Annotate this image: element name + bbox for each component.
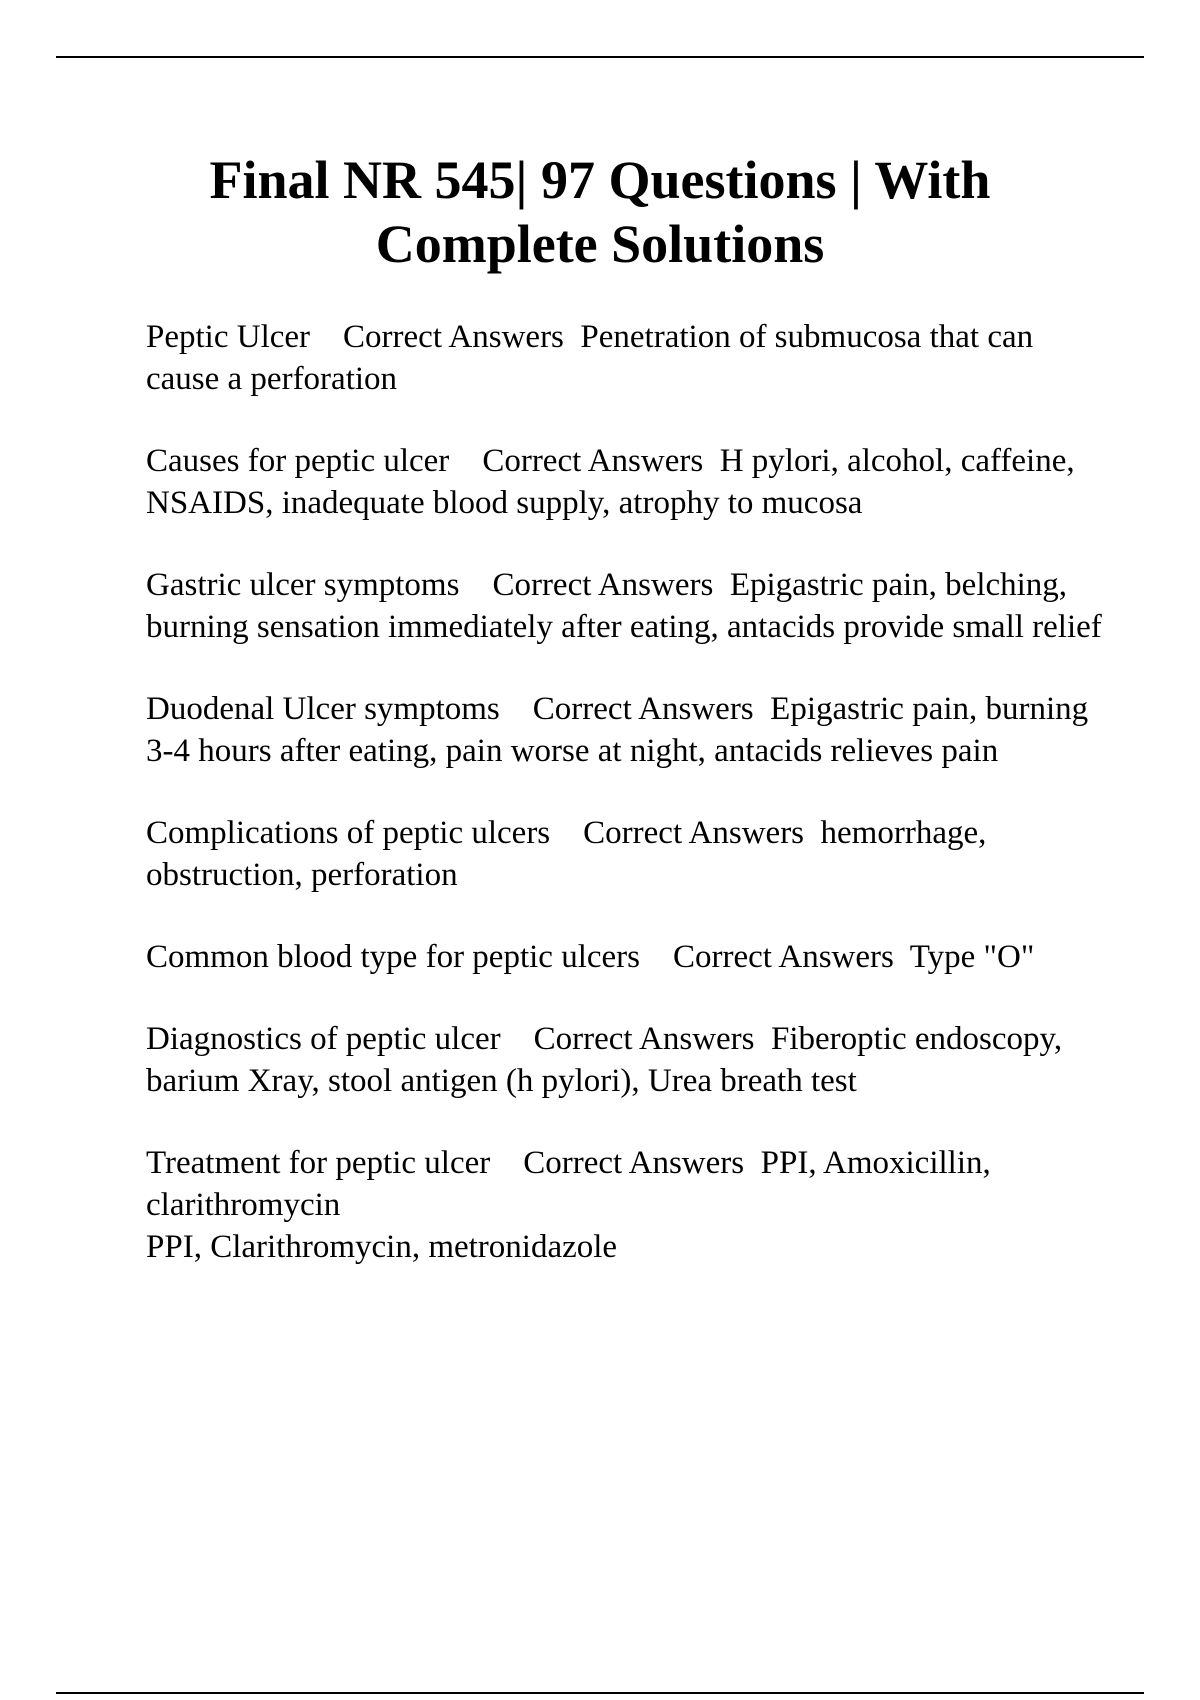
answer-marker: Correct Answers xyxy=(343,319,564,355)
entry-answer: PPI, Amoxicillin, clarithromycin xyxy=(146,1145,991,1223)
entry-term: Common blood type for peptic ulcers xyxy=(146,939,640,975)
bottom-rule xyxy=(56,1692,1144,1694)
entry-answer: Epigastric pain, burning 3-4 hours after eating, pain worse at night, antacids relieves pain xyxy=(146,691,1089,769)
entry-answer-extra: PPI, Clarithromycin, metronidazole xyxy=(146,1229,618,1265)
answer-marker: Correct Answers xyxy=(532,691,754,727)
entry-term: Peptic Ulcer xyxy=(146,319,311,355)
answer-marker: Correct Answers xyxy=(523,1145,745,1181)
qa-entry xyxy=(146,316,1106,400)
entry-answer: H pylori, alcohol, caffeine, NSAIDS, inadequate blood supply, atrophy to mucosa xyxy=(146,443,1075,521)
qa-entry xyxy=(146,1018,1106,1102)
entry-answer: hemorrhage, obstruction, perforation xyxy=(146,815,987,893)
entry-term: Gastric ulcer symptoms xyxy=(146,567,460,603)
entry-term: Treatment for peptic ulcer xyxy=(146,1145,491,1181)
answer-marker: Correct Answers xyxy=(583,815,805,851)
answer-marker: Correct Answers xyxy=(673,939,894,975)
entry-answer: Epigastric pain, belching, burning sensation immediately after eating, antacids provide small relief xyxy=(146,567,1102,645)
title-line-1: Final NR 545| 97 Questions | With xyxy=(209,150,991,210)
answer-marker: Correct Answers xyxy=(492,567,714,603)
page-title xyxy=(100,148,1100,276)
qa-entry xyxy=(146,688,1106,772)
entry-answer: Type "O" xyxy=(909,939,1035,975)
entry-term: Diagnostics of peptic ulcer xyxy=(146,1021,501,1057)
qa-entry xyxy=(146,936,1106,978)
entry-term: Duodenal Ulcer symptoms xyxy=(146,691,500,727)
top-rule xyxy=(56,56,1144,58)
qa-entry xyxy=(146,1142,1106,1268)
title-line-2: Complete Solutions xyxy=(375,214,825,274)
qa-entry xyxy=(146,440,1106,524)
qa-list xyxy=(146,316,1106,1308)
qa-entry xyxy=(146,812,1106,896)
entry-term: Causes for peptic ulcer xyxy=(146,443,450,479)
answer-marker: Correct Answers xyxy=(482,443,704,479)
qa-entry xyxy=(146,564,1106,648)
answer-marker: Correct Answers xyxy=(533,1021,755,1057)
entry-term: Complications of peptic ulcers xyxy=(146,815,551,851)
entry-answer: Penetration of submucosa that can cause a perforation xyxy=(146,319,1034,397)
entry-answer: Fiberoptic endoscopy, barium Xray, stool antigen (h pylori), Urea breath test xyxy=(146,1021,1063,1099)
